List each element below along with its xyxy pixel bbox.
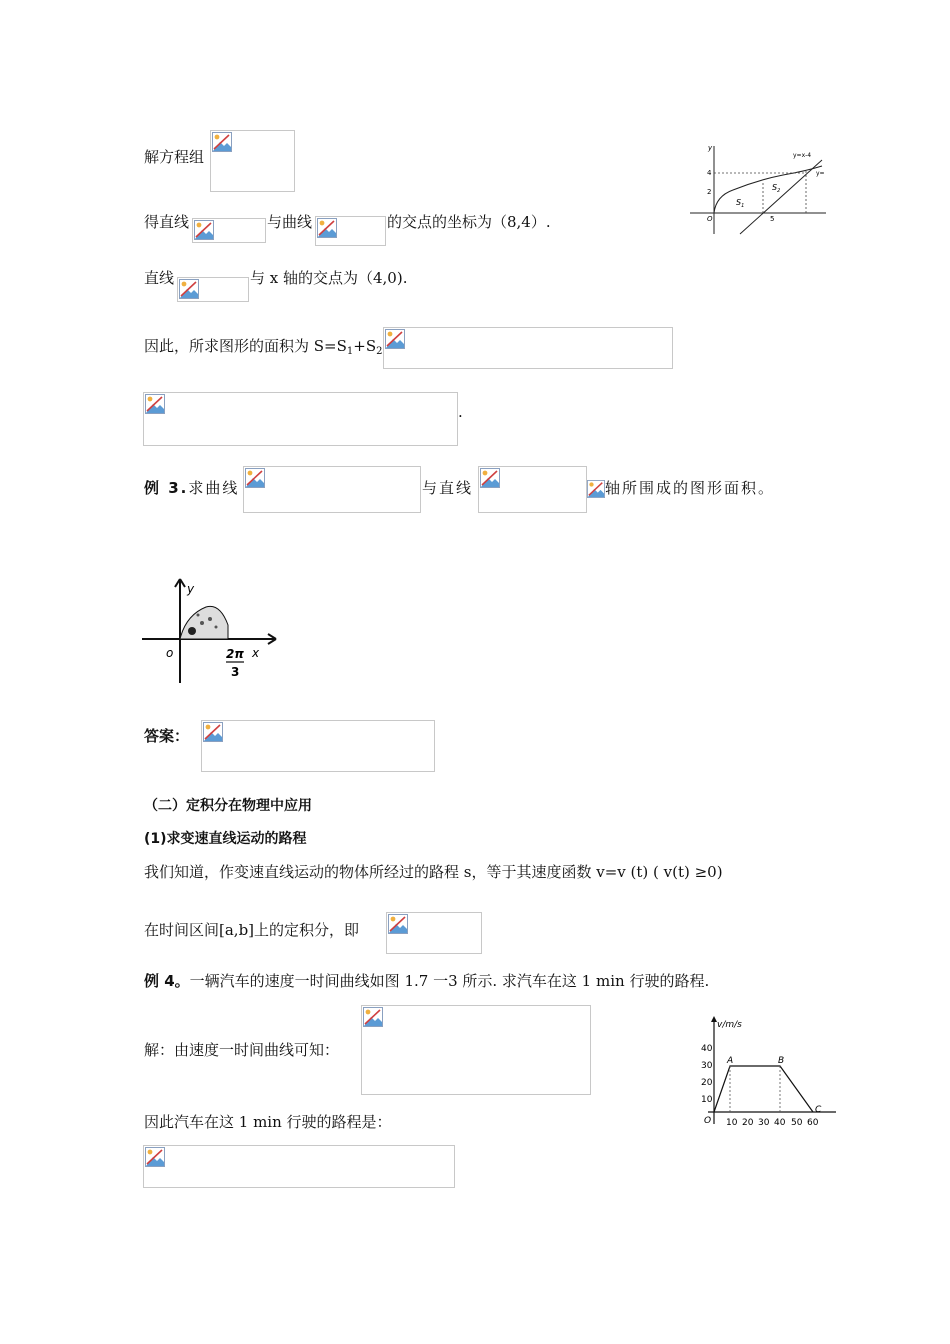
y-tick-20: 20 — [701, 1078, 713, 1088]
broken-image-icon — [385, 329, 405, 349]
example-3-text: 例 3.求曲线 — [144, 479, 240, 497]
origin-label: O — [704, 1116, 712, 1126]
equation-image-distance — [143, 1145, 455, 1188]
y-axis-label: v/m/s — [717, 1020, 742, 1030]
area-text: 因此，所求图形的面积为 $S=S_1+S_2$ — [144, 337, 383, 357]
broken-image-icon — [145, 394, 165, 414]
y-tick-30: 30 — [701, 1061, 713, 1071]
solution-text: 解：由速度一时间曲线可知： — [144, 1041, 340, 1059]
section-heading: （二）定积分在物理中应用 — [144, 798, 312, 814]
y-axis-label: y — [187, 582, 195, 596]
distance-text: 因此汽车在这 1 min 行驶的路程是： — [144, 1113, 392, 1131]
broken-image-icon — [203, 722, 223, 742]
equation-image-curve — [315, 216, 386, 246]
line-x-minus-4 — [740, 160, 822, 234]
shaded-region — [180, 606, 228, 639]
paragraph-2: 在时间区间[a,b]上的定积分，即 — [144, 921, 360, 939]
x-tick-40: 40 — [774, 1118, 786, 1128]
equation-image-area-result — [143, 392, 458, 446]
velocity-curve — [714, 1066, 813, 1112]
ex3-and-line-text: 与直线 — [422, 479, 474, 497]
sub-heading: (1)求变速直线运动的路程 — [144, 831, 307, 847]
point-c-label: C — [815, 1105, 822, 1115]
equation-image-line — [192, 218, 266, 243]
x-tick-20: 20 — [742, 1118, 754, 1128]
broken-image-icon — [317, 218, 337, 238]
x-axis-point-text: 与 x 轴的交点为（4,0). — [250, 269, 408, 287]
y-tick-40: 40 — [701, 1044, 713, 1054]
area-graph-figure — [688, 140, 828, 236]
x-axis-label: x — [252, 646, 260, 660]
sine-region-figure — [140, 575, 285, 685]
solve-system-text: 解方程组 — [144, 148, 205, 166]
intersection-text: 的交点的坐标为（8,4）. — [387, 213, 551, 231]
broken-image-icon — [194, 220, 214, 240]
broken-image-icon — [587, 480, 605, 498]
equation-image-integral — [386, 912, 482, 954]
equation-image-system — [210, 130, 295, 192]
y-axis-label: y — [708, 144, 713, 152]
x-tick-30: 30 — [758, 1118, 770, 1128]
y-tick-2: 2 — [707, 188, 712, 196]
origin-label: o — [166, 646, 174, 660]
line-equation-label: y=x-4 — [793, 152, 812, 159]
x-tick-10: 10 — [726, 1118, 738, 1128]
paragraph-1: 我们知道，作变速直线运动的物体所经过的路程 s，等于其速度函数 v=v (t) ( v(t) ≥0) — [144, 863, 723, 881]
area-period: . — [458, 403, 463, 421]
fraction-numerator: 2π — [226, 647, 244, 661]
x-tick-50: 50 — [791, 1118, 803, 1128]
y-tick-4: 4 — [707, 169, 712, 177]
equation-image-line-2 — [177, 277, 249, 302]
point-b-label: B — [778, 1056, 785, 1066]
curve-equation-label: y= — [816, 170, 825, 177]
region-s1-label: $S_1$ — [736, 198, 745, 209]
answer-label: 答案： — [144, 727, 190, 745]
x-tick-5: 5 — [770, 215, 775, 223]
equation-image-ex3-line — [478, 466, 587, 513]
broken-image-icon — [245, 468, 265, 488]
ex3-axis-text: 轴所围成的图形面积。 — [605, 479, 776, 497]
x-tick-60: 60 — [807, 1118, 819, 1128]
origin-label: O — [707, 215, 713, 223]
get-line-text: 得直线 — [144, 213, 190, 231]
broken-image-icon — [480, 468, 500, 488]
equation-image-area — [383, 327, 673, 369]
example-4-text: 例 4。一辆汽车的速度一时间曲线如图 1.7 一3 所示. 求汽车在这 1 min 行驶的路程. — [144, 972, 710, 990]
y-tick-10: 10 — [701, 1095, 713, 1105]
velocity-time-figure — [690, 1012, 840, 1130]
broken-image-icon — [145, 1147, 165, 1167]
broken-image-icon — [363, 1007, 383, 1027]
region-s2-label: $S_2$ — [772, 183, 781, 194]
equation-image-answer — [201, 720, 435, 772]
broken-image-icon — [388, 914, 408, 934]
broken-image-icon — [212, 132, 232, 152]
line-text: 直线 — [144, 269, 175, 287]
equation-image-ex3-curve — [243, 466, 421, 513]
broken-image-icon — [179, 279, 199, 299]
equation-image-velocity — [361, 1005, 591, 1095]
fraction-denominator: 3 — [231, 665, 240, 679]
and-curve-text: 与曲线 — [267, 213, 313, 231]
point-a-label: A — [727, 1056, 734, 1066]
